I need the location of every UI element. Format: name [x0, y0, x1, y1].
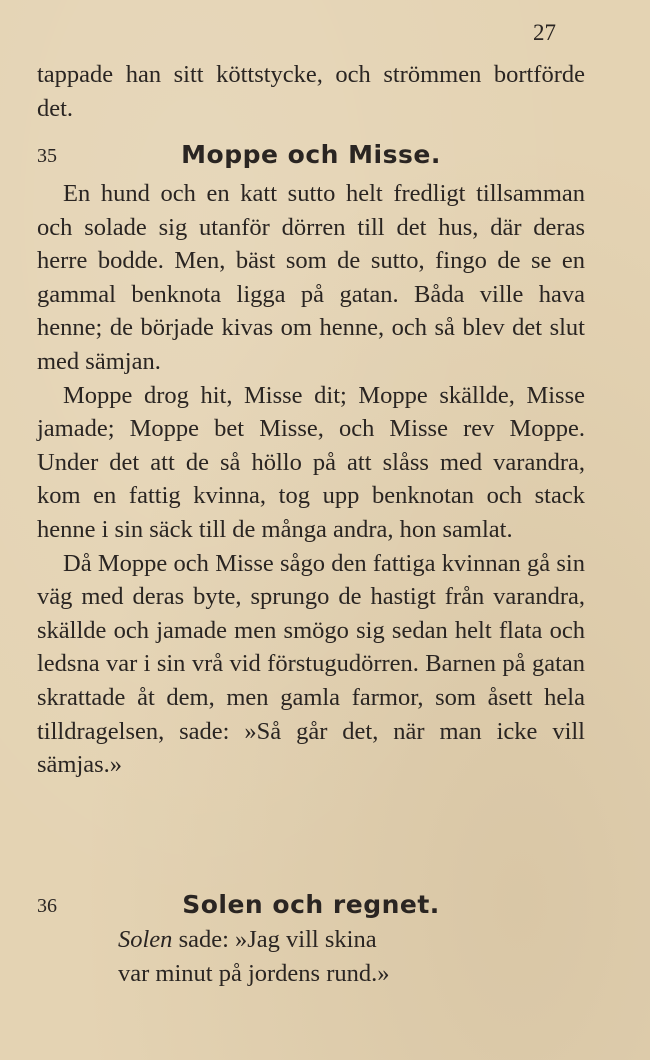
poem-line-2: var minut på jordens rund.» — [118, 960, 390, 987]
poem-speaker: Solen — [118, 926, 173, 953]
story-title: Moppe och Misse. — [181, 140, 441, 169]
story-number: 36 — [37, 895, 57, 917]
poem-line-1-rest: sade: »Jag vill skina — [172, 926, 377, 953]
story-body-35 — [37, 177, 585, 782]
continuation-text-block — [37, 58, 585, 125]
poem-line-1 — [118, 926, 377, 954]
story-number: 35 — [37, 145, 57, 167]
page-number: 27 — [533, 20, 556, 45]
story-paragraph: Moppe drog hit, Misse dit; Moppe skällde, Misse jamade; Moppe bet Misse, och Misse rev Moppe. Under det att de så höllo på att slåss med varandra, kom en fattig kvinna, tog upp benknotan och stack henne i sin säck till de många andra, hon samlat. — [37, 381, 585, 543]
story-paragraph: Då Moppe och Misse sågo den fattiga kvinnan gå sin väg med deras byte, sprungo de hastigt från varandra, skällde och jamade men smögo sig sedan helt flata och ledsna var i sin vrå vid förstugudörren. Barnen på gatan skrattade åt dem, men gamla farmor, som åsett hela tilldragelsen, sade: »Så går det, när man icke vill sämjas.» — [37, 549, 585, 779]
story-paragraph: En hund och en katt sutto helt fredligt tillsamman och solade sig utanför dörren till det hus, där deras herre bodde. Men, bäst som de sutto, fingo de se en gammal benknota ligga på gatan. Båda ville hava henne; de började kivas om henne, och så blev det slut med sämjan. — [37, 180, 585, 375]
continuation-paragraph: tappade han sitt köttstycke, och strömmen bortförde det. — [37, 61, 585, 122]
story-heading-36 — [37, 890, 585, 924]
story-heading-35 — [37, 140, 585, 174]
story-title: Solen och regnet. — [182, 890, 440, 919]
